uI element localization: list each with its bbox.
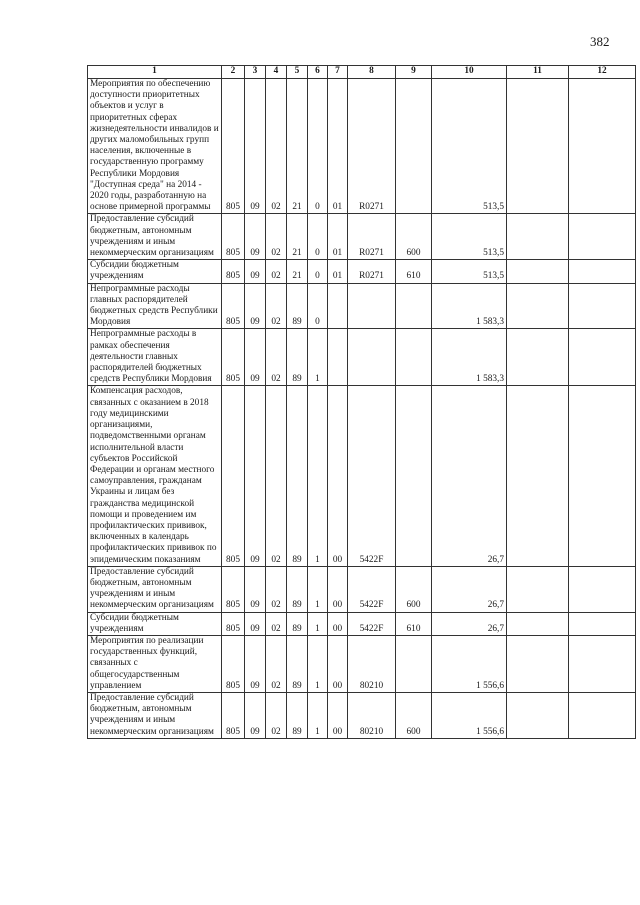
table-row [88, 260, 636, 283]
header-row [88, 66, 636, 79]
col-10-cell: 26,7 [432, 386, 507, 566]
col-5-cell: 89 [287, 329, 308, 386]
table-row [88, 386, 636, 566]
col-11-cell [507, 566, 569, 612]
col-7-cell: 01 [328, 79, 348, 214]
col-12-cell [569, 79, 636, 214]
row-name-cell: Непрограммные расходы главных распорядителей бюджетных средств Республики Мордовия [88, 283, 222, 329]
col-3-cell: 09 [245, 329, 266, 386]
col-5-cell: 89 [287, 283, 308, 329]
col-3-cell: 09 [245, 612, 266, 635]
col-2-cell: 805 [222, 692, 245, 738]
row-name-cell: Мероприятия по обеспечению доступности приоритетных объектов и услуг в приоритетных сферах жизнедеятельности инвалидов и других маломобильных групп населения, включенные в государственную программу Республики Мордовия "Доступная среда" на 2014 - 2020 годы, разработанную на основе примерной программы [88, 79, 222, 214]
col-3-cell: 09 [245, 79, 266, 214]
page-number: 382 [590, 34, 610, 49]
table-row [88, 635, 636, 692]
col-6-cell: 0 [308, 260, 328, 283]
col-4-cell: 02 [266, 386, 287, 566]
col-5-cell: 89 [287, 635, 308, 692]
col-7-cell: 00 [328, 692, 348, 738]
col-4-cell: 02 [266, 283, 287, 329]
col-2-cell: 805 [222, 214, 245, 260]
col-12-cell [569, 566, 636, 612]
col-10-cell: 1 556,6 [432, 635, 507, 692]
col-9-cell [396, 283, 432, 329]
col-11-cell [507, 79, 569, 214]
col-12-cell [569, 635, 636, 692]
col-6-cell: 1 [308, 635, 328, 692]
col-4-cell: 02 [266, 692, 287, 738]
col-4-cell: 02 [266, 612, 287, 635]
col-12-cell [569, 283, 636, 329]
col-7-cell [328, 283, 348, 329]
row-name-cell: Непрограммные расходы в рамках обеспечения деятельности главных распорядителей бюджетных средств Республики Мордовия [88, 329, 222, 386]
col-4-cell: 02 [266, 260, 287, 283]
col-4-cell: 02 [266, 329, 287, 386]
row-name-cell: Компенсация расходов, связанных с оказанием в 2018 году медицинскими организациями, подведомственными органам исполнительной власти субъектов Российской Федерации и органам местного самоуправления, гражданам Украины и лицам без гражданства медицинской помощи и проведением им профилактических прививок, включенных в календарь профилактических прививок по эпидемическим показаниям [88, 386, 222, 566]
col-8-cell [348, 283, 396, 329]
col-6-cell: 1 [308, 612, 328, 635]
col-8-cell: R0271 [348, 214, 396, 260]
col-2-cell: 805 [222, 260, 245, 283]
col-2-cell: 805 [222, 386, 245, 566]
header-col-7: 7 [328, 66, 348, 79]
header-col-12: 12 [569, 66, 636, 79]
col-7-cell [328, 329, 348, 386]
table-row [88, 566, 636, 612]
col-4-cell: 02 [266, 214, 287, 260]
col-12-cell [569, 692, 636, 738]
header-col-11: 11 [507, 66, 569, 79]
col-5-cell: 89 [287, 612, 308, 635]
col-8-cell: 5422F [348, 612, 396, 635]
col-5-cell: 89 [287, 566, 308, 612]
col-12-cell [569, 612, 636, 635]
col-3-cell: 09 [245, 283, 266, 329]
table-row [88, 329, 636, 386]
col-9-cell: 610 [396, 612, 432, 635]
col-7-cell: 00 [328, 386, 348, 566]
col-6-cell: 1 [308, 692, 328, 738]
col-10-cell: 513,5 [432, 79, 507, 214]
col-2-cell: 805 [222, 329, 245, 386]
col-12-cell [569, 386, 636, 566]
col-2-cell: 805 [222, 566, 245, 612]
col-9-cell [396, 79, 432, 214]
col-6-cell: 1 [308, 386, 328, 566]
col-9-cell: 600 [396, 214, 432, 260]
col-10-cell: 1 583,3 [432, 283, 507, 329]
table-body [88, 79, 636, 739]
col-11-cell [507, 635, 569, 692]
col-6-cell: 1 [308, 566, 328, 612]
col-3-cell: 09 [245, 635, 266, 692]
col-7-cell: 01 [328, 214, 348, 260]
col-9-cell [396, 386, 432, 566]
row-name-cell: Субсидии бюджетным учреждениям [88, 612, 222, 635]
col-4-cell: 02 [266, 635, 287, 692]
col-5-cell: 21 [287, 214, 308, 260]
col-5-cell: 21 [287, 260, 308, 283]
header-col-8: 8 [348, 66, 396, 79]
col-4-cell: 02 [266, 79, 287, 214]
header-col-2: 2 [222, 66, 245, 79]
col-8-cell: R0271 [348, 79, 396, 214]
col-2-cell: 805 [222, 635, 245, 692]
table-row [88, 214, 636, 260]
header-col-5: 5 [287, 66, 308, 79]
table-row [88, 283, 636, 329]
col-10-cell: 513,5 [432, 260, 507, 283]
col-6-cell: 0 [308, 214, 328, 260]
col-6-cell: 1 [308, 329, 328, 386]
col-8-cell: 5422F [348, 566, 396, 612]
col-9-cell: 600 [396, 692, 432, 738]
col-4-cell: 02 [266, 566, 287, 612]
table-row [88, 612, 636, 635]
col-7-cell: 00 [328, 635, 348, 692]
col-7-cell: 00 [328, 612, 348, 635]
col-11-cell [507, 692, 569, 738]
table-row [88, 692, 636, 738]
col-10-cell: 513,5 [432, 214, 507, 260]
row-name-cell: Субсидии бюджетным учреждениям [88, 260, 222, 283]
header-col-1: 1 [88, 66, 222, 79]
col-5-cell: 89 [287, 692, 308, 738]
col-12-cell [569, 329, 636, 386]
col-8-cell [348, 329, 396, 386]
col-11-cell [507, 386, 569, 566]
col-5-cell: 21 [287, 79, 308, 214]
col-7-cell: 01 [328, 260, 348, 283]
col-5-cell: 89 [287, 386, 308, 566]
col-8-cell: 80210 [348, 692, 396, 738]
col-6-cell: 0 [308, 283, 328, 329]
col-9-cell [396, 329, 432, 386]
col-8-cell: 5422F [348, 386, 396, 566]
col-6-cell: 0 [308, 79, 328, 214]
row-name-cell: Мероприятия по реализации государственных функций, связанных с общегосударственным управлением [88, 635, 222, 692]
header-col-6: 6 [308, 66, 328, 79]
table-row [88, 79, 636, 214]
col-3-cell: 09 [245, 566, 266, 612]
row-name-cell: Предоставление субсидий бюджетным, автономным учреждениям и иным некоммерческим организациям [88, 214, 222, 260]
budget-table [87, 65, 636, 739]
col-12-cell [569, 260, 636, 283]
col-11-cell [507, 329, 569, 386]
col-3-cell: 09 [245, 214, 266, 260]
col-3-cell: 09 [245, 386, 266, 566]
col-11-cell [507, 260, 569, 283]
col-11-cell [507, 612, 569, 635]
col-10-cell: 1 556,6 [432, 692, 507, 738]
col-3-cell: 09 [245, 260, 266, 283]
col-2-cell: 805 [222, 612, 245, 635]
header-col-10: 10 [432, 66, 507, 79]
col-2-cell: 805 [222, 79, 245, 214]
col-7-cell: 00 [328, 566, 348, 612]
col-8-cell: 80210 [348, 635, 396, 692]
col-8-cell: R0271 [348, 260, 396, 283]
col-11-cell [507, 283, 569, 329]
row-name-cell: Предоставление субсидий бюджетным, автономным учреждениям и иным некоммерческим организациям [88, 692, 222, 738]
col-9-cell: 610 [396, 260, 432, 283]
col-2-cell: 805 [222, 283, 245, 329]
header-col-3: 3 [245, 66, 266, 79]
row-name-cell: Предоставление субсидий бюджетным, автономным учреждениям и иным некоммерческим организациям [88, 566, 222, 612]
header-col-4: 4 [266, 66, 287, 79]
col-11-cell [507, 214, 569, 260]
col-9-cell [396, 635, 432, 692]
col-10-cell: 1 583,3 [432, 329, 507, 386]
col-10-cell: 26,7 [432, 612, 507, 635]
col-3-cell: 09 [245, 692, 266, 738]
col-9-cell: 600 [396, 566, 432, 612]
col-10-cell: 26,7 [432, 566, 507, 612]
col-12-cell [569, 214, 636, 260]
header-col-9: 9 [396, 66, 432, 79]
